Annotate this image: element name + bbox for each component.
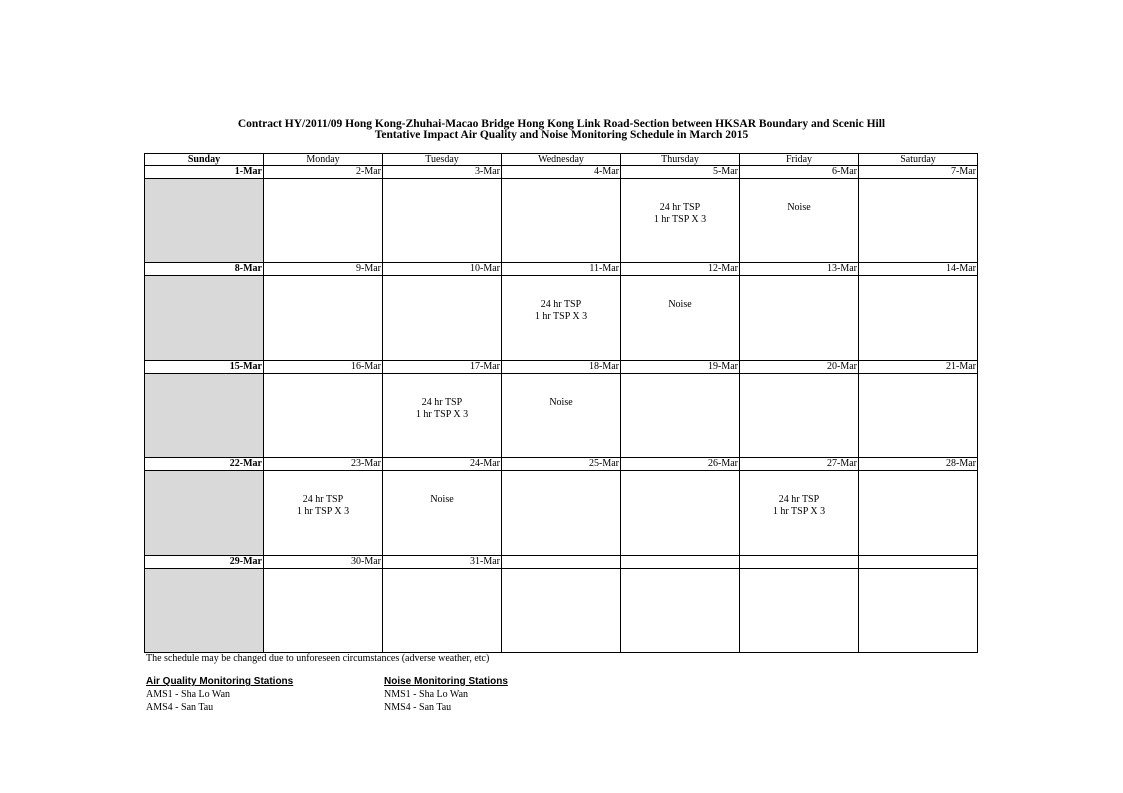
event-label: 1 hr TSP X 3: [296, 506, 350, 518]
sunday-shaded-cell: [145, 179, 264, 263]
week-dates-row: [145, 166, 978, 179]
title-line-2: Tentative Impact Air Quality and Noise Monitoring Schedule in March 2015: [374, 129, 749, 141]
date-cell: 20-Mar: [740, 360, 859, 373]
week-events-row: [145, 179, 978, 263]
date-cell: 9-Mar: [264, 263, 383, 276]
event-label: Noise: [549, 396, 573, 408]
date-cell: 16-Mar: [264, 360, 383, 373]
noise-station-item: NMS1 - Sha Lo Wan: [384, 689, 469, 700]
monitoring-event: [621, 179, 739, 226]
day-cell: [383, 373, 502, 457]
date-cell: 31-Mar: [383, 555, 502, 568]
event-label: Noise: [430, 494, 454, 506]
air-stations-title: Air Quality Monitoring Stations: [146, 676, 294, 687]
event-label: 1 hr TSP X 3: [772, 506, 826, 518]
event-label: 24 hr TSP: [421, 396, 463, 408]
week-events-row: [145, 276, 978, 360]
event-label: 1 hr TSP X 3: [534, 311, 588, 323]
day-cell: [264, 179, 383, 263]
event-label: 24 hr TSP: [778, 494, 820, 506]
day-cell: [621, 276, 740, 360]
day-cell: [383, 471, 502, 555]
day-cell: [740, 471, 859, 555]
date-cell: 18-Mar: [502, 360, 621, 373]
date-cell: 13-Mar: [740, 263, 859, 276]
date-cell: [621, 555, 740, 568]
day-cell: [502, 373, 621, 457]
date-cell: 15-Mar: [145, 360, 264, 373]
event-label: Noise: [668, 299, 692, 311]
week-dates-row: [145, 555, 978, 568]
monitoring-calendar: [144, 153, 978, 653]
day-cell: [383, 276, 502, 360]
day-cell: [502, 471, 621, 555]
weekday-header: Sunday: [145, 154, 264, 166]
monitoring-event: [740, 179, 858, 214]
weekday-header: Saturday: [859, 154, 978, 166]
date-cell: [502, 555, 621, 568]
monitoring-event: [621, 276, 739, 311]
monitoring-event: [502, 276, 620, 323]
sunday-shaded-cell: [145, 276, 264, 360]
date-cell: 23-Mar: [264, 458, 383, 471]
event-label: 24 hr TSP: [659, 202, 701, 214]
date-cell: 27-Mar: [740, 458, 859, 471]
date-cell: 6-Mar: [740, 166, 859, 179]
noise-station-item: NMS4 - San Tau: [384, 702, 452, 713]
date-cell: 7-Mar: [859, 166, 978, 179]
monitoring-event: [502, 374, 620, 409]
noise-stations-title: Noise Monitoring Stations: [384, 676, 508, 687]
day-cell: [740, 568, 859, 652]
day-cell: [264, 373, 383, 457]
sunday-shaded-cell: [145, 471, 264, 555]
monitoring-event: [383, 374, 501, 421]
weekday-header: Friday: [740, 154, 859, 166]
day-cell: [740, 179, 859, 263]
date-cell: 5-Mar: [621, 166, 740, 179]
air-station-item: AMS4 - San Tau: [146, 702, 214, 713]
schedule-note: The schedule may be changed due to unforeseen circumstances (adverse weather, etc): [146, 653, 490, 664]
day-cell: [621, 179, 740, 263]
event-label: Noise: [787, 202, 811, 214]
date-cell: [859, 555, 978, 568]
day-cell: [740, 276, 859, 360]
day-cell: [264, 276, 383, 360]
day-cell: [502, 276, 621, 360]
date-cell: 1-Mar: [145, 166, 264, 179]
air-station-item: AMS1 - Sha Lo Wan: [146, 689, 231, 700]
day-cell: [383, 568, 502, 652]
week-dates-row: [145, 360, 978, 373]
day-cell: [621, 471, 740, 555]
event-label: 1 hr TSP X 3: [415, 408, 469, 420]
date-cell: 26-Mar: [621, 458, 740, 471]
date-cell: 10-Mar: [383, 263, 502, 276]
monitoring-event: [383, 471, 501, 506]
day-cell: [859, 276, 978, 360]
day-cell: [621, 568, 740, 652]
day-cell: [740, 373, 859, 457]
date-cell: 12-Mar: [621, 263, 740, 276]
date-cell: 25-Mar: [502, 458, 621, 471]
day-cell: [264, 471, 383, 555]
week-events-row: [145, 373, 978, 457]
event-label: 24 hr TSP: [540, 299, 582, 311]
day-cell: [859, 568, 978, 652]
weekday-header: Tuesday: [383, 154, 502, 166]
weekday-header: Monday: [264, 154, 383, 166]
date-cell: 3-Mar: [383, 166, 502, 179]
week-events-row: [145, 568, 978, 652]
weekday-header: Wednesday: [502, 154, 621, 166]
day-cell: [264, 568, 383, 652]
event-label: 24 hr TSP: [302, 494, 344, 506]
event-label: 1 hr TSP X 3: [653, 214, 707, 226]
week-events-row: [145, 471, 978, 555]
date-cell: 22-Mar: [145, 458, 264, 471]
weekday-header-row: [145, 154, 978, 166]
date-cell: 28-Mar: [859, 458, 978, 471]
date-cell: 21-Mar: [859, 360, 978, 373]
sunday-shaded-cell: [145, 568, 264, 652]
date-cell: 4-Mar: [502, 166, 621, 179]
monitoring-event: [740, 471, 858, 518]
day-cell: [383, 179, 502, 263]
date-cell: 2-Mar: [264, 166, 383, 179]
weekday-header: Thursday: [621, 154, 740, 166]
day-cell: [859, 373, 978, 457]
day-cell: [859, 179, 978, 263]
title-line-1: Contract HY/2011/09 Hong Kong-Zhuhai-Macao Bridge Hong Kong Link Road-Section between HKSAR Boundary and Scenic Hill: [237, 118, 886, 130]
date-cell: 11-Mar: [502, 263, 621, 276]
date-cell: 8-Mar: [145, 263, 264, 276]
week-dates-row: [145, 458, 978, 471]
day-cell: [502, 568, 621, 652]
date-cell: 14-Mar: [859, 263, 978, 276]
date-cell: [740, 555, 859, 568]
date-cell: 17-Mar: [383, 360, 502, 373]
sunday-shaded-cell: [145, 373, 264, 457]
day-cell: [621, 373, 740, 457]
monitoring-event: [264, 471, 382, 518]
date-cell: 30-Mar: [264, 555, 383, 568]
day-cell: [859, 471, 978, 555]
week-dates-row: [145, 263, 978, 276]
date-cell: 24-Mar: [383, 458, 502, 471]
date-cell: 29-Mar: [145, 555, 264, 568]
date-cell: 19-Mar: [621, 360, 740, 373]
day-cell: [502, 179, 621, 263]
